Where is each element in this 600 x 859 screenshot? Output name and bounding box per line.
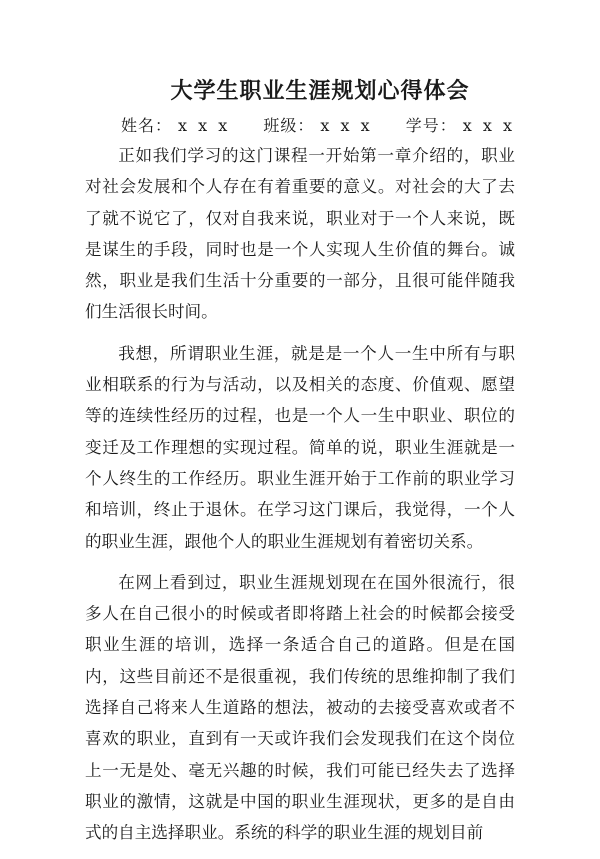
class-value: x x x xyxy=(320,116,373,135)
name-label: 姓名： xyxy=(121,116,173,135)
name-value: x x x xyxy=(178,116,231,135)
paragraph-2: 我想，所谓职业生涯，就是是一个人一生中所有与职业相联系的行为与活动，以及相关的态度、价值观、愿望等的连续性经历的过程，也是一个人一生中职业、职位的变迁及工作理想的实现过程。简单的说，职业生涯就是一个人终生的工作经历。职业生涯开始于工作前的职业学习和培训，终止于退休。在学习这门课后，我觉得，一个人的职业生涯，跟他个人的职业生涯规划有着密切关系。 xyxy=(85,343,515,551)
class-field xyxy=(263,113,372,136)
name-field xyxy=(121,113,230,136)
document-body xyxy=(85,140,515,859)
paragraph-1: 正如我们学习的这门课程一开始第一章介绍的，职业对社会发展和个人存在有着重要的意义。对社会的大了去了就不说它了，仅对自我来说，职业对于一个人来说，既是谋生的手段，同时也是一个人实现人生价值的舞台。诚然，职业是我们生活十分重要的一部分，且很可能伴随我们生活很长时间。 xyxy=(85,146,515,322)
student-info-line xyxy=(121,113,521,136)
student-id-label: 学号： xyxy=(405,116,457,135)
page-title: 大学生职业生涯规划心得体会 xyxy=(170,79,470,104)
paragraph-3: 在网上看到过，职业生涯规划现在在国外很流行，很多人在自己很小的时候或者即将踏上社会的时候都会接受职业生涯的培训，选择一条适合自己的道路。但是在国内，这些目前还不是很重视，我们传统的思维抑制了我们选择自己将来人生道路的想法，被动的去接受喜欢或者不喜欢的职业，直到有一天或许我们会发现我们在这个岗位上一无是处、毫无兴趣的时候，我们可能已经失去了选择职业的激情，这就是中国的职业生涯现状，更多的是自由式的自主选择职业。系统的科学的职业生涯的规划目前 xyxy=(85,572,515,843)
student-id-value: x x x xyxy=(462,116,515,135)
class-label: 班级： xyxy=(263,116,315,135)
student-id-field xyxy=(406,113,515,136)
